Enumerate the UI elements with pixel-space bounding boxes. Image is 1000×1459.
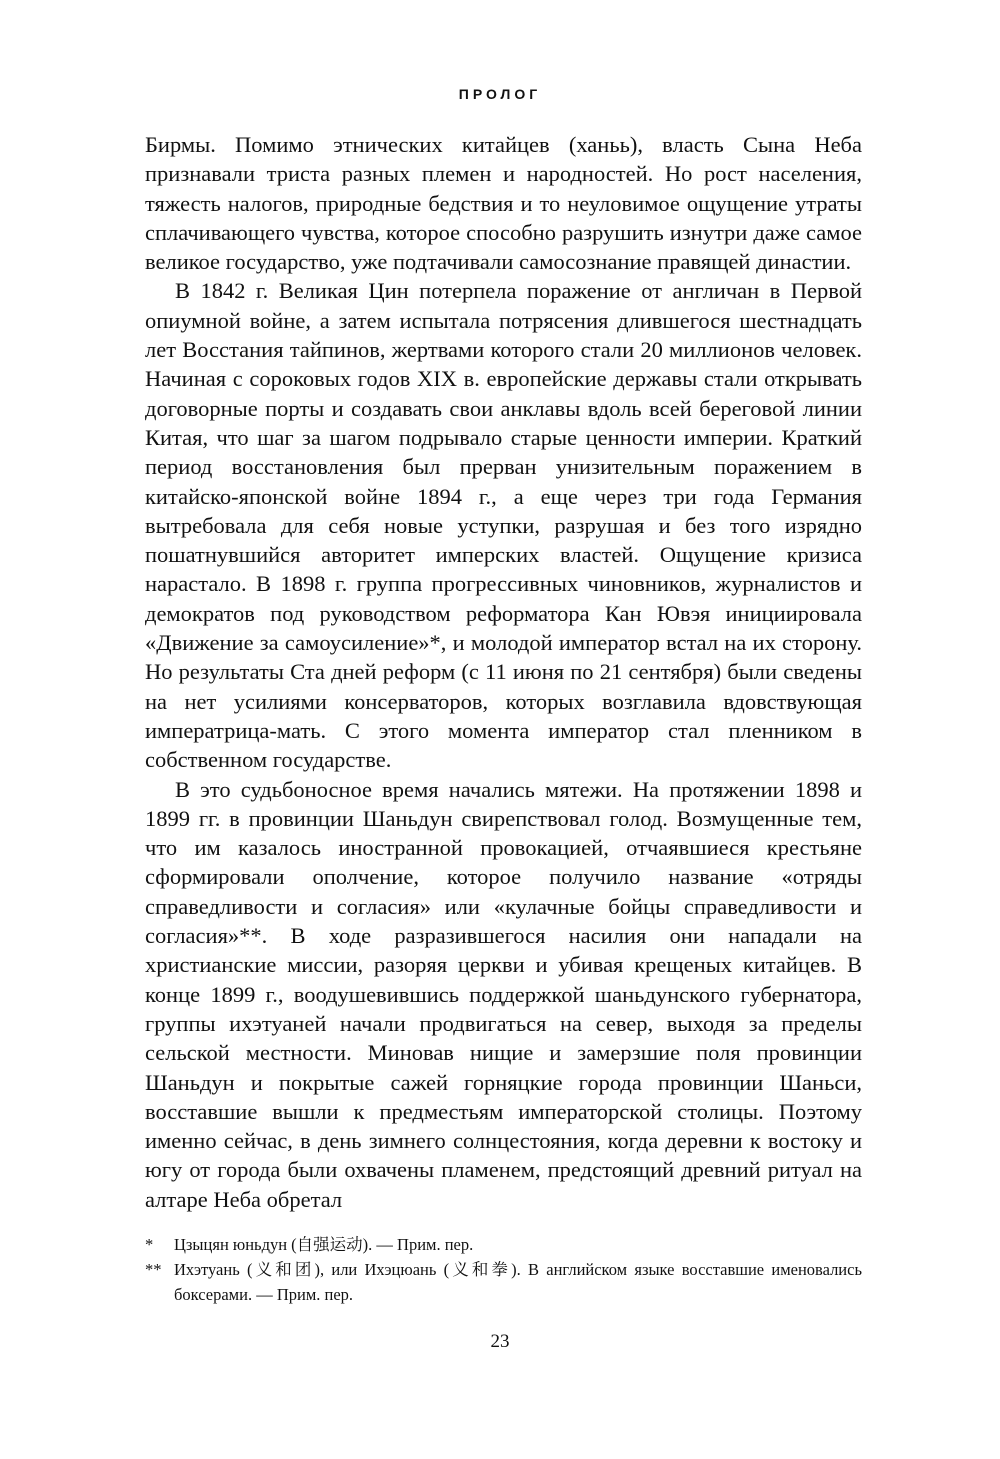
paragraph-3: В это судьбоносное время начались мятежи. На протяжении 1898 и 1899 гг. в провинции Шаньдун свирепствовал голод. Возмущенные тем, что им казалось иностранной провокацией, отчаявшиеся крестьяне сформировали ополчение, которое получило название «отряды справедливости и согласия» или «кулачные бойцы справедливости и согласия»**. В ходе разразившегося насилия они нападали на христианские миссии, разоряя церкви и убивая крещеных китайцев. В конце 1899 г., воодушевившись поддержкой шаньдунского губернатора, группы ихэтуаней начали продвигаться на север, выходя за пределы сельской местности. Миновав нищие и замерзшие поля провинции Шаньдун и покрытые сажей горняцкие города провинции Шаньси, восставшие вышли к предместьям императорской столицы. Поэтому именно сейчас, в день зимнего солнцестояния, когда деревни к востоку и югу от города были охвачены пламенем, предстоящий древний ритуал на алтаре Неба обретал <box>145 776 862 1212</box>
paragraph-2: В 1842 г. Великая Цин потерпела поражение от англичан в Первой опиумной войне, а затем испытала потрясения длившегося шестнадцать лет Восстания тайпинов, жертвами которого стали 20 миллионов человек. Начиная с сороковых годов XIX в. европейские державы стали открывать договорные порты и создавать свои анклавы вдоль всей береговой линии Китая, что шаг за шагом подрывало старые ценности империи. Краткий период восстановления был прерван унизительным поражением в китайско-японской войне 1894 г., а еще через три года Германия вытребовала для себя новые уступки, разрушая и без того изрядно пошатнувшийся авторитет имперских властей. Ощущение кризиса нарастало. В 1898 г. группа прогрессивных чиновников, журналистов и демократов под руководством реформатора Кан Ювэя инициировала «Движение за самоусиление»*, и молодой император встал на их сторону. Но результаты Ста дней реформ (с 11 июня по 21 сентября) были сведены на нет усилиями консерваторов, которых возглавила вдовствующая императрица-мать. С этого момента император стал пленником в собственном государстве. <box>145 278 862 773</box>
footnote-text: Цзыцян юньдун (自强运动). — Прим. пер. <box>174 1235 474 1254</box>
footnote-1 <box>145 1232 862 1257</box>
paragraph-1: Бирмы. Помимо этнических китайцев (ханьь), власть Сына Неба признавали триста разных племен и народностей. Но рост населения, тяжесть налогов, природные бедствия и то неуловимое ощущение утраты сплачивающего чувства, которое способно разрушить изнутри даже самое великое государство, уже подтачивали самосознание правящей династии. <box>145 132 862 275</box>
footnote-mark: ** <box>145 1260 162 1279</box>
footnote-2 <box>145 1257 862 1307</box>
running-head: ПРОЛОГ <box>458 86 542 102</box>
body-text <box>145 130 862 1214</box>
footnotes <box>145 1232 862 1307</box>
page-number: 23 <box>490 1331 510 1352</box>
footnote-text: Ихэтуань (义和团), или Ихэцюань (义和拳). В английском языке восставшие именовались боксерами. — Прим. пер. <box>174 1260 862 1304</box>
footnote-mark: * <box>145 1235 154 1254</box>
